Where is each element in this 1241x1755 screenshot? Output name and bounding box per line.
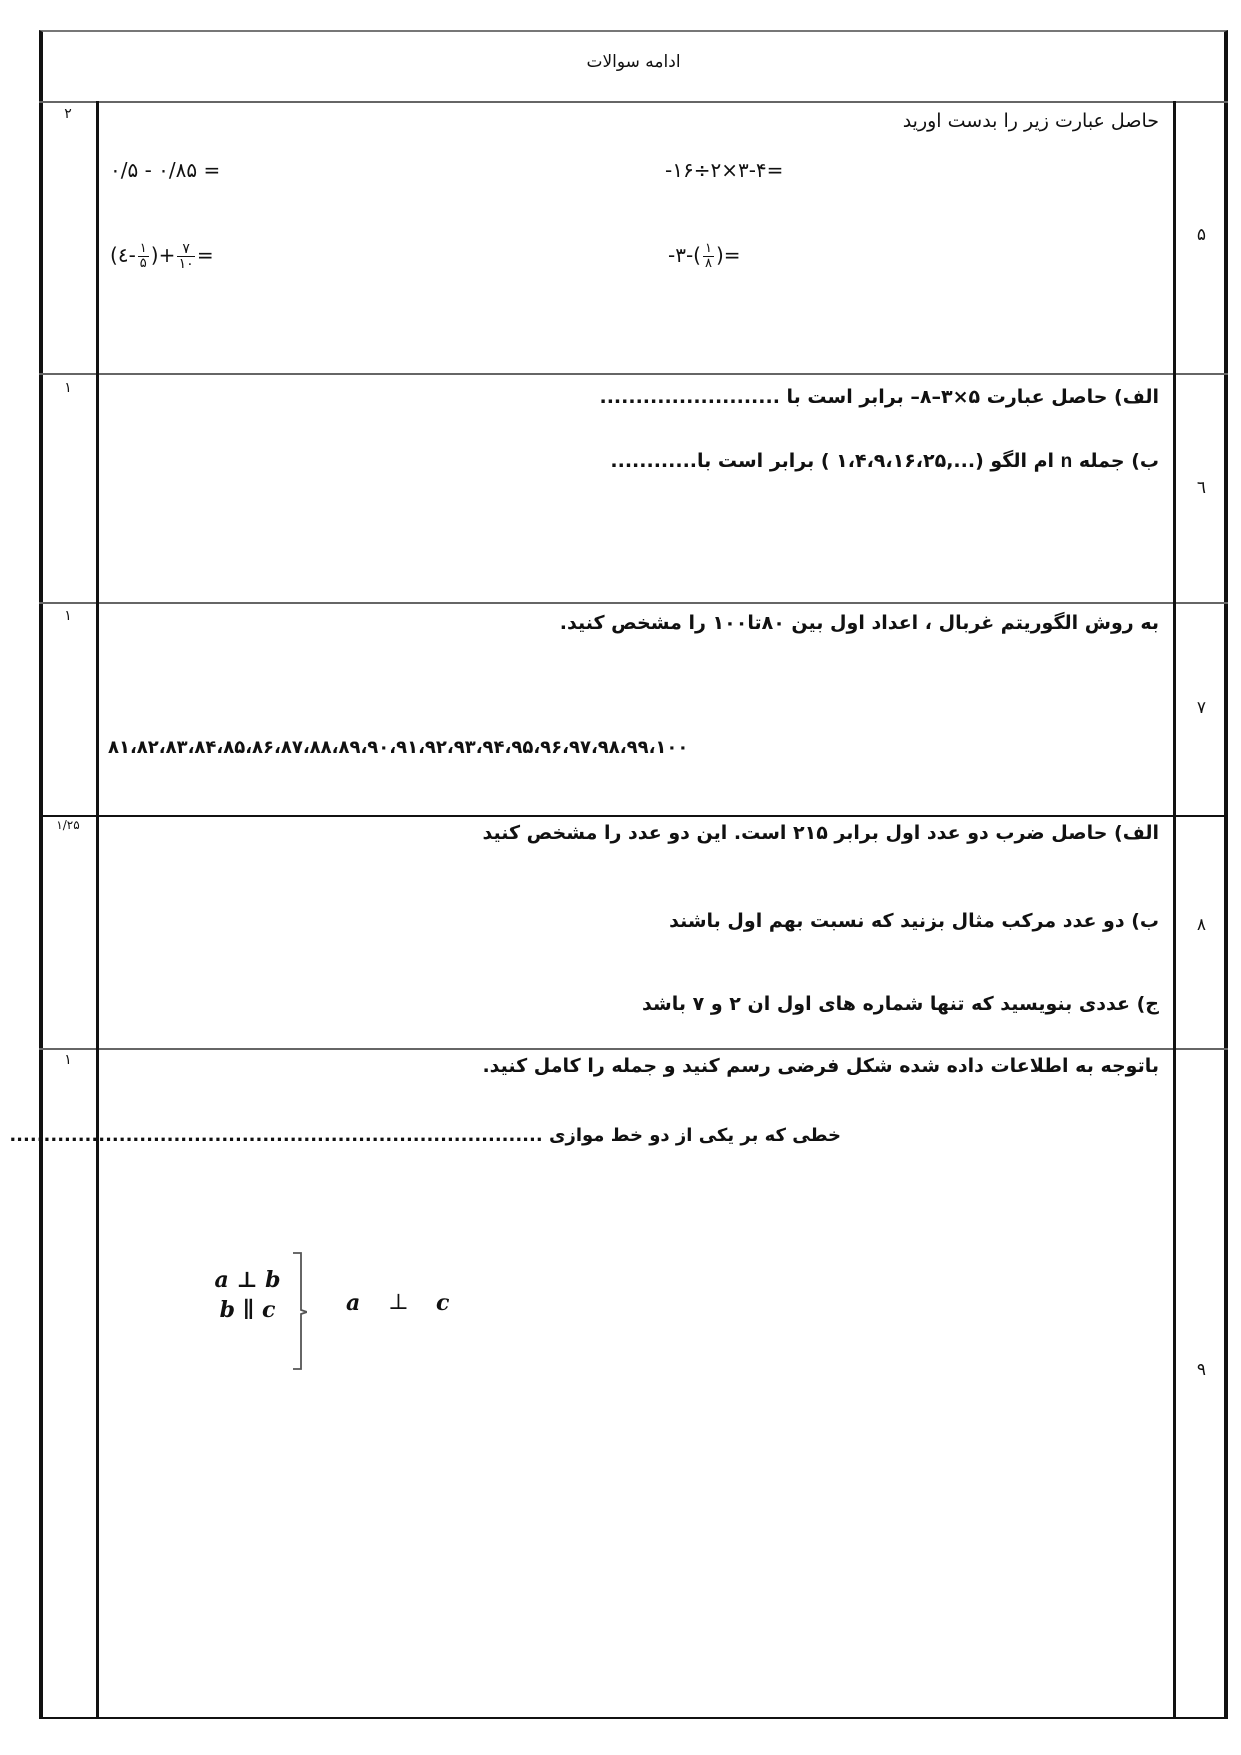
page-title: ادامه سوالات bbox=[586, 52, 681, 72]
part-b-prefix: ب) جمله bbox=[1072, 450, 1159, 472]
result-c: c bbox=[436, 1290, 450, 1316]
question-number: ۹ bbox=[1196, 1360, 1207, 1380]
fraction bbox=[703, 242, 714, 271]
number-sequence: ۸۱،۸۲،۸۳،۸۴،۸۵،۸۶،۸۷،۸۸،۸۹،۹۰،۹۱،۹۲،۹۳،۹۴،۹۵،۹۶،۹۷،۹۸،۹۹،۱۰۰ bbox=[108, 737, 689, 758]
question-number: ٦ bbox=[1196, 478, 1207, 498]
right-brace-icon bbox=[293, 1252, 307, 1370]
denominator: ۱۰ bbox=[178, 256, 194, 272]
row-divider bbox=[39, 373, 1228, 375]
math-expression: ۰/۵ - ۰/۸۵ = bbox=[110, 158, 221, 182]
given-perpendicular: a ⊥ b bbox=[214, 1267, 281, 1293]
question-part-b: ب) دو عدد مرکب مثال بزنید که نسبت بهم اول باشند bbox=[669, 910, 1159, 932]
points-column-divider bbox=[96, 101, 99, 1719]
row-divider bbox=[39, 1048, 1228, 1050]
question-number: ۷ bbox=[1196, 698, 1207, 718]
question-number: ۸ bbox=[1196, 915, 1207, 935]
question-points: ۱/۲۵ bbox=[56, 818, 80, 832]
row-divider bbox=[39, 602, 1228, 604]
question-part-b bbox=[610, 450, 1159, 473]
question-instruction: باتوجه به اطلاعات داده شده شکل فرضی رسم کنید و جمله را کامل کنید. bbox=[482, 1055, 1159, 1077]
part-b-suffix: ام الگو (...,۱،۴،۹،۱۶،۲۵ ) برابر است با............ bbox=[610, 450, 1061, 472]
question-table bbox=[39, 30, 1228, 1719]
math-expression-fraction bbox=[110, 242, 214, 271]
question-points: ۱ bbox=[64, 608, 72, 624]
numerator: ۷ bbox=[177, 242, 195, 257]
question-instruction: حاصل عبارت زیر را بدست اورید bbox=[902, 110, 1159, 132]
denominator: ۸ bbox=[704, 256, 712, 271]
given-parallel: b ∥ c bbox=[219, 1297, 276, 1323]
question-points: ۱ bbox=[64, 1052, 72, 1068]
numerator: ۱ bbox=[704, 241, 712, 256]
question-part-c: ج) عددی بنویسید که تنها شماره های اول ان ۲ و ۷ باشد bbox=[642, 993, 1159, 1015]
perpendicular-symbol: ⊥ bbox=[388, 1290, 409, 1315]
expr-open: (٤- bbox=[110, 243, 136, 267]
question-points: ۱ bbox=[64, 380, 72, 396]
header-divider bbox=[39, 101, 1228, 103]
expr-mid: )+ bbox=[150, 243, 176, 267]
expr-end: = bbox=[196, 243, 214, 267]
question-points: ۲ bbox=[64, 106, 72, 122]
question-number: ۵ bbox=[1196, 225, 1207, 245]
numerator: ۱ bbox=[139, 241, 147, 256]
fraction bbox=[177, 242, 195, 271]
result-a: a bbox=[346, 1290, 361, 1316]
number-column-divider bbox=[1173, 101, 1176, 1719]
variable-n: n bbox=[1060, 451, 1073, 472]
question-part-a: الف) حاصل ضرب دو عدد اول برابر ۲۱۵ است. این دو عدد را مشخص کنید bbox=[482, 822, 1159, 844]
fill-in-sentence: خطی که بر یکی از دو خط موازی .............................................................................. bbox=[9, 1125, 841, 1146]
question-instruction: به روش الگوریتم غربال ، اعداد اول بین ۸۰تا۱۰۰ را مشخص کنید. bbox=[559, 612, 1159, 634]
denominator: ۵ bbox=[139, 256, 147, 271]
expr-prefix: -۳-( bbox=[668, 243, 701, 267]
expr-suffix: )= bbox=[715, 243, 741, 267]
fraction bbox=[138, 242, 149, 271]
math-expression-fraction bbox=[668, 242, 741, 271]
math-expression: -۱۶÷۲×۳-۴= bbox=[665, 158, 784, 182]
question-part-a: الف) حاصل عبارت ۵×۳–۸– برابر است با ......................... bbox=[599, 386, 1159, 408]
row-divider bbox=[39, 815, 1228, 817]
